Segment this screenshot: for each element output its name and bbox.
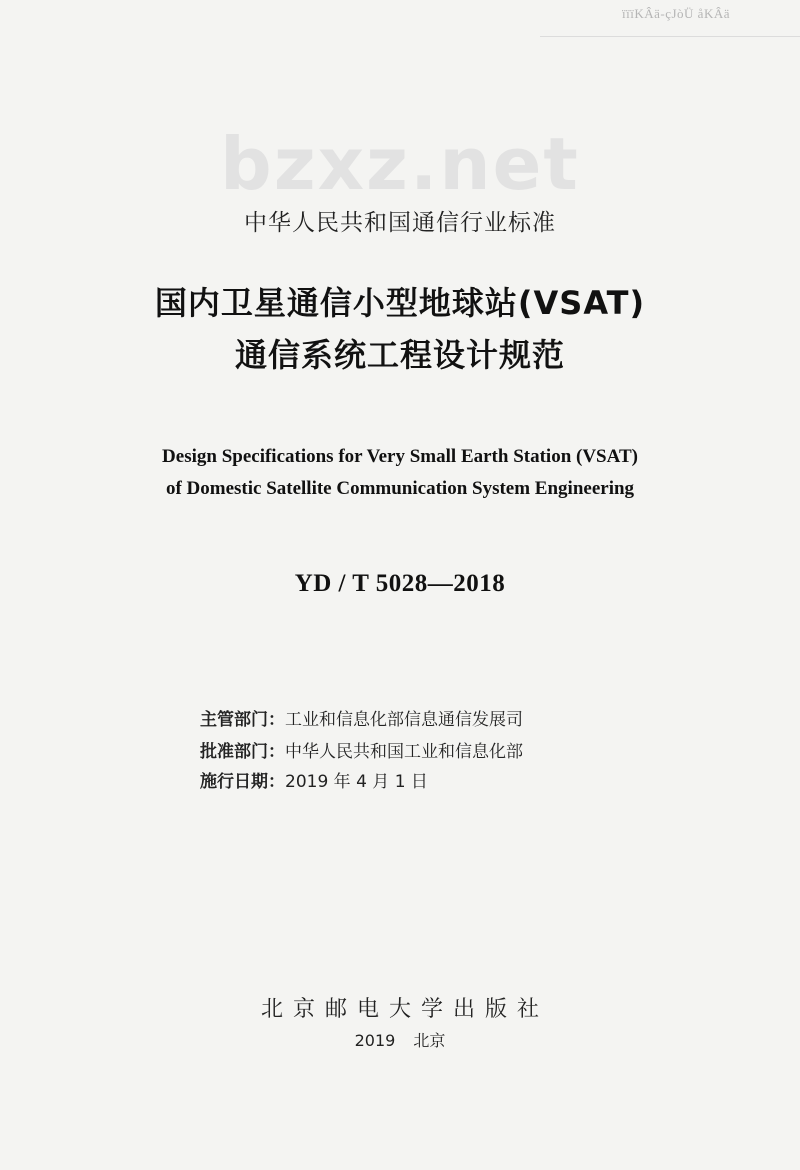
title-en-line2: of Domestic Satellite Communication System Engineering — [165, 478, 635, 499]
corner-mark: ïïïKÂä-çJòÜ åKÂä — [622, 6, 730, 21]
top-rule-divider — [540, 36, 800, 37]
title-en-line1: Design Specifications for Very Small Earth Station (VSAT) — [162, 446, 638, 467]
publisher-place: 北京 — [413, 1031, 446, 1050]
meta-authority — [200, 705, 523, 730]
publisher-year: 2019 — [354, 1031, 396, 1050]
publisher-name: 北京邮电大学出版社 — [260, 997, 549, 1022]
meta-authority-label: 主管部门： — [200, 710, 285, 730]
meta-effective-label: 施行日期： — [200, 772, 285, 792]
meta-approval-value: 中华人民共和国工业和信息化部 — [285, 742, 523, 762]
watermark: bzxz.net — [220, 122, 580, 206]
standard-type: 中华人民共和国通信行业标准 — [244, 210, 556, 236]
meta-approval-label: 批准部门： — [200, 742, 285, 762]
title-cn-line1: 国内卫星通信小型地球站(VSAT) — [154, 284, 646, 322]
title-cn-line2: 通信系统工程设计规范 — [234, 336, 565, 374]
meta-authority-value: 工业和信息化部信息通信发展司 — [285, 710, 523, 730]
standard-number: YD / T 5028—2018 — [294, 570, 506, 597]
meta-approval — [200, 737, 523, 762]
publisher-year-place — [0, 1028, 800, 1051]
meta-effective-date — [200, 767, 428, 792]
meta-effective-value: 2019 年 4 月 1 日 — [285, 772, 428, 792]
